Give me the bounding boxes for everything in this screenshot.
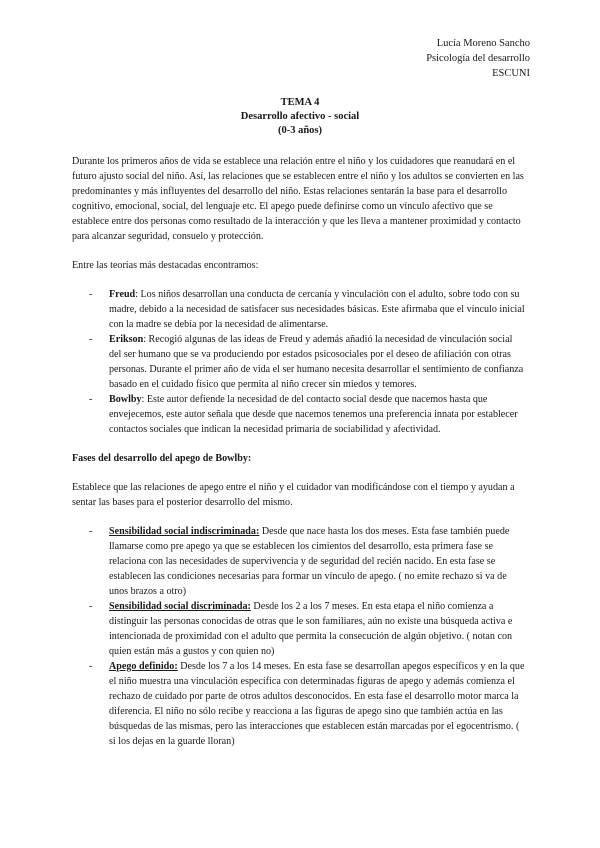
intro-paragraph: Durante los primeros años de vida se establece una relación entre el niño y los cuidadores que reanudará en el futuro ajusto social del niño. Así, las relaciones que se establecen entre el niño y los adultos se convierten en las predominantes y más influyentes del desarrollo del niño. Estas relaciones sentarán la base para el desarrollo cognitivo, emocional, social, del lenguaje etc. El apego puede definirse como un vínculo afectivo que se establece entre dos personas como resultado de la interacción y que les lleva a mantener proximidad y contacto para alcanzar seguridad, consuelo y protección. [72,156,524,242]
theory-text: : Recogió algunas de las ideas de Freud y además añadió la necesidad de vinculación social del ser humano que se va produciendo por estados psicosociales por el deseo de afiliación con otras personas. Durante el primer año de vida el ser humano necesita desarrollar el sentimiento de confianza basado en el cuidado físico que permita al niño crecer sin miedos y temores. [109,334,524,390]
author-name: Lucía Moreno Sancho [436,38,530,49]
phase-term: Sensibilidad social discriminada: [109,601,251,612]
age-range: (0-3 años) [277,125,323,136]
bullet-dash: - [89,601,93,612]
theory-term: Freud [109,289,136,300]
theory-term: Erikson [109,334,144,345]
list-item [89,659,527,749]
list-item [89,332,527,392]
document-header [426,36,530,81]
bullet-dash: - [89,526,93,537]
theories-intro: Entre las teorías más destacadas encontramos: [72,260,259,271]
phase-text: Desde los 2 a los 7 meses. En esta etapa el niño comienza a distinguir las personas conocidas de otras que le son familiares, aún no existe una búsqueda activa e intencionada de proximidad con el adulto que permita la consecución de algún objetivo. ( notan con quien están más a gustos y con quien no) [109,601,513,657]
bullet-dash: - [89,289,93,300]
document-body [72,154,527,749]
school-name: ESCUNI [492,68,530,79]
phase-text: Desde los 7 a los 14 meses. En esta fase se desarrollan apegos específicos y en la que el niño muestra una vinculación específica con determinadas figuras de apego y además comienza el rechazo de cuidado por parte de otros adultos desconocidos. En esta fase el desarrollo motor marca la diferencia. El niño no sólo recibe y reacciona a las figuras de apego sino que también actúa en las búsquedas de las mismas, pero las interacciones que establecen están marcadas por el egocentrismo. ( si los dejas en la guarde lloran) [109,661,525,747]
subject-name: Psicología del desarrollo [426,53,530,64]
theory-text: : Este autor defiende la necesidad de del contacto social desde que nacemos hasta que envejecemos, este autor señala que desde que nacemos tenemos una preferencia innata por establecer contactos sociales que indican la necesidad primaria de sociabilidad y afectividad. [109,394,518,435]
list-item [89,287,527,332]
topic-title: Desarrollo afectivo - social [240,111,360,122]
phases-list [72,524,527,749]
phases-intro: Establece que las relaciones de apego entre el niño y el cuidador van modificándose con el tiempo y ayudan a sentar las bases para el posterior desarrollo del mismo. [72,482,515,508]
title-block [0,96,600,138]
bullet-dash: - [89,394,93,405]
phase-term: Apego definido: [109,661,178,672]
topic-number: TEMA 4 [280,97,320,108]
section-title: Fases del desarrollo del apego de Bowlby: [72,453,252,464]
phase-term: Sensibilidad social indiscriminada: [109,526,260,537]
list-item [89,524,527,599]
theories-list [72,287,527,437]
theory-term: Bowlby [109,394,142,405]
list-item [89,599,527,659]
phase-text: Desde que nace hasta los dos meses. Esta fase también puede llamarse como pre apego ya que se establecen los cimientos del desarrollo, esta primera fase se relaciona con las necesidades de supervivencia y de seguridad del recién nacido. En esta fase se establecen las condiciones necesarias para formar un vínculo de apego. ( no emite rechazo si va de unos brazos a otro) [109,526,510,597]
theory-text: : Los niños desarrollan una conducta de cercanía y vinculación con el adulto, sobre todo con su madre, debido a la necesidad de satisfacer sus necesidades básicas. Este afirmaba que el vínculo inicial con la madre se debía por la necesidad de alimentarse. [109,289,525,330]
list-item [89,392,527,437]
bullet-dash: - [89,334,93,345]
bullet-dash: - [89,661,93,672]
